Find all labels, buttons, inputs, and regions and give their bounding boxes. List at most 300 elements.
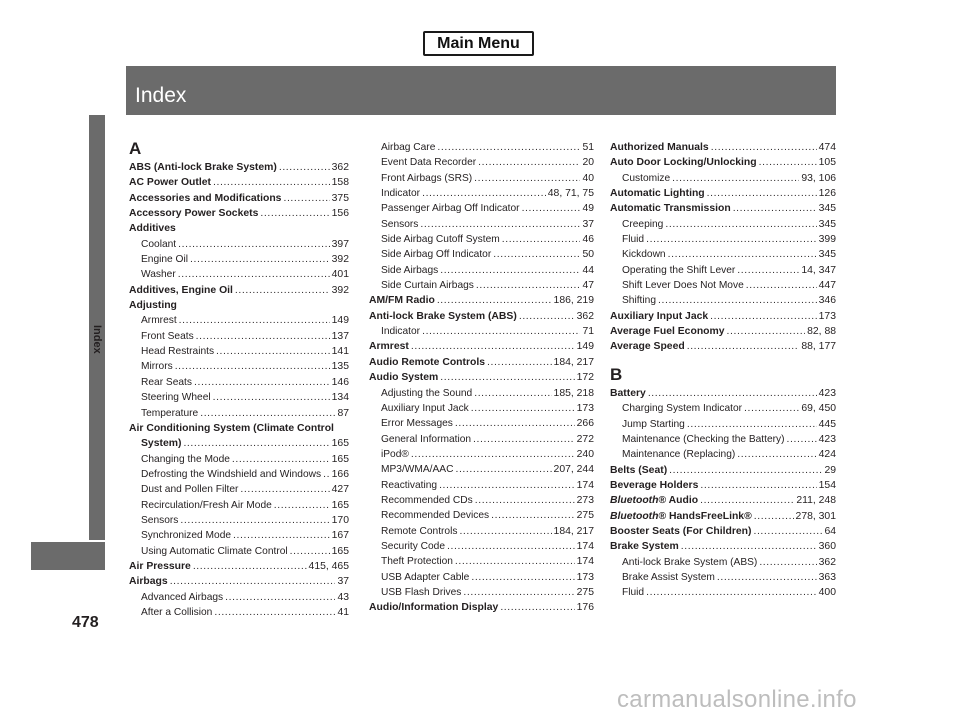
index-entry-term: Recirculation/Fresh Air Mode — [141, 499, 272, 511]
leader-dots — [733, 201, 817, 216]
page-title: Index — [135, 84, 187, 107]
index-entry[interactable] — [610, 140, 836, 155]
leader-dots — [646, 585, 817, 600]
index-entry-term: Defrosting the Windshield and Windows — [141, 468, 322, 480]
index-entry-page[interactable]: 427 — [331, 484, 349, 496]
index-entry-term: Armrest — [369, 341, 409, 353]
index-entry-term: System) — [141, 438, 182, 450]
index-entry-page[interactable]: 49 — [582, 203, 594, 215]
index-entry[interactable] — [129, 160, 349, 175]
leader-dots — [225, 590, 335, 605]
index-entry-page[interactable]: 345 — [818, 203, 836, 215]
index-entry-term: AC Power Outlet — [129, 177, 211, 189]
leader-dots — [746, 278, 817, 293]
index-entry-term: Additives, Engine Oil — [129, 284, 233, 296]
index-entry-page[interactable]: 400 — [818, 587, 836, 599]
index-entry-page[interactable]: 447 — [818, 280, 836, 292]
index-entry-page[interactable]: 362 — [331, 162, 349, 173]
index-entry[interactable] — [610, 201, 836, 216]
index-entry-term: General Information — [381, 433, 472, 445]
leader-dots — [440, 370, 574, 385]
index-entry[interactable] — [369, 247, 594, 262]
index-entry-page[interactable]: 362 — [818, 556, 836, 568]
leader-dots — [233, 528, 330, 543]
index-entry[interactable] — [129, 436, 349, 451]
leader-dots — [681, 539, 817, 554]
index-entry-page[interactable]: 173 — [576, 402, 594, 414]
index-entry[interactable] — [610, 217, 836, 232]
leader-dots — [439, 478, 575, 493]
leader-dots — [232, 452, 330, 467]
index-entry-page[interactable]: 149 — [331, 315, 349, 327]
index-entry[interactable] — [369, 155, 594, 170]
index-entry[interactable] — [129, 605, 349, 620]
index-entry[interactable] — [129, 559, 349, 574]
index-entry[interactable] — [610, 386, 836, 401]
leader-dots — [179, 313, 330, 328]
index-entry-page[interactable]: 156 — [331, 208, 349, 220]
index-entry-page[interactable]: 363 — [818, 571, 836, 583]
index-entry[interactable] — [369, 201, 594, 216]
index-entry[interactable] — [610, 155, 836, 170]
leader-dots — [274, 498, 330, 513]
index-entry[interactable] — [129, 206, 349, 221]
index-entry[interactable] — [610, 463, 836, 478]
index-entry[interactable] — [610, 247, 836, 262]
index-entry-page[interactable]: 48, 71, 75 — [547, 188, 594, 200]
leader-dots — [420, 217, 580, 232]
index-entry-term: Anti-lock Brake System (ABS) — [622, 556, 758, 568]
index-entry-page[interactable]: 375 — [331, 192, 349, 204]
index-entry[interactable] — [369, 554, 594, 569]
index-entry-page[interactable]: 211, 248 — [796, 495, 836, 507]
index-entry[interactable] — [610, 171, 836, 186]
index-entry-page[interactable]: 273 — [576, 494, 594, 506]
index-entry-page[interactable]: 392 — [331, 254, 349, 266]
index-entry-page[interactable]: 445 — [818, 418, 836, 430]
leader-dots — [687, 417, 817, 432]
index-entry[interactable] — [129, 467, 349, 482]
index-entry-page[interactable]: 415, 465 — [308, 560, 349, 572]
index-entry-page[interactable]: 82, 88 — [807, 326, 836, 338]
leader-dots — [178, 237, 330, 252]
index-entry[interactable] — [369, 447, 594, 462]
index-entry[interactable] — [610, 493, 836, 508]
leader-dots — [665, 217, 816, 232]
index-entry-term: Kickdown — [622, 249, 666, 261]
leader-dots — [200, 406, 335, 421]
index-entry-term: Changing the Mode — [141, 453, 230, 465]
index-entry-term: Side Curtain Airbags — [381, 280, 474, 292]
index-entry-page[interactable]: 40 — [582, 172, 594, 184]
index-entry-page[interactable]: 44 — [582, 264, 594, 276]
index-entry-page[interactable]: 184, 217 — [553, 525, 594, 537]
index-entry-page[interactable]: 14, 347 — [801, 264, 836, 276]
index-entry-term: Front Seats — [141, 330, 194, 342]
index-entry[interactable] — [369, 462, 594, 477]
index-entry[interactable] — [369, 278, 594, 293]
index-entry-term-italic: Bluetooth — [610, 495, 659, 507]
leader-dots — [717, 570, 817, 585]
index-entry-page[interactable]: 87 — [337, 407, 349, 419]
index-entry[interactable] — [610, 585, 836, 600]
index-entry-page[interactable]: 186, 219 — [553, 295, 594, 307]
index-entry[interactable] — [129, 406, 349, 421]
index-entry-page[interactable]: 207, 244 — [553, 464, 594, 476]
index-entry[interactable] — [369, 309, 594, 324]
index-entry-term: Battery — [610, 387, 646, 399]
index-entry-term: Creeping — [622, 218, 664, 230]
index-entry-term: Recommended Devices — [381, 510, 490, 522]
index-entry-term: Indicator — [381, 326, 421, 338]
index-entry[interactable] — [610, 432, 836, 447]
index-entry[interactable] — [369, 355, 594, 370]
index-entry[interactable] — [369, 386, 594, 401]
index-entry-page[interactable]: 392 — [331, 284, 349, 296]
index-entry-term: Front Airbags (SRS) — [381, 172, 473, 184]
index-entry-term: Automatic Transmission — [610, 203, 731, 215]
index-entry[interactable] — [610, 401, 836, 416]
index-entry-page[interactable]: 173 — [818, 310, 836, 322]
index-entry[interactable] — [369, 186, 594, 201]
index-entry[interactable] — [610, 339, 836, 354]
index-entry-page[interactable]: 172 — [576, 372, 594, 384]
index-entry[interactable] — [129, 498, 349, 513]
index-entry[interactable] — [610, 539, 836, 554]
index-entry-page[interactable]: 275 — [576, 510, 594, 522]
index-entry[interactable] — [369, 524, 594, 539]
index-entry-term: Side Airbag Off Indicator — [381, 249, 492, 261]
leader-dots — [193, 559, 307, 574]
index-entry[interactable] — [129, 375, 349, 390]
index-entry-term: Security Code — [381, 540, 445, 552]
index-entry-page[interactable]: 275 — [576, 586, 594, 598]
index-entry[interactable] — [369, 508, 594, 523]
index-entry-page[interactable]: 158 — [331, 177, 349, 189]
index-entry-term: Automatic Lighting — [610, 188, 705, 200]
leader-dots — [646, 232, 817, 247]
index-entry[interactable] — [129, 513, 349, 528]
index-entry[interactable] — [129, 528, 349, 543]
index-entry[interactable] — [369, 585, 594, 600]
index-entry-page[interactable]: 165 — [331, 545, 349, 557]
index-entry-page[interactable]: 272 — [576, 433, 594, 445]
index-entry[interactable] — [610, 293, 836, 308]
index-entry-term: Indicator — [381, 188, 421, 200]
index-entry-term: Average Speed — [610, 341, 685, 353]
index-column-3 — [610, 140, 836, 601]
index-entry-page[interactable]: 134 — [331, 392, 349, 404]
index-entry-term: Adjusting — [129, 300, 177, 312]
index-column-1 — [129, 137, 349, 620]
index-entry-term: Airbags — [129, 576, 168, 588]
index-entry[interactable] — [369, 293, 594, 308]
index-entry-page[interactable]: 185, 218 — [553, 387, 594, 399]
index-entry-page[interactable]: 50 — [582, 249, 594, 261]
index-entry-page[interactable]: 47 — [582, 280, 594, 292]
index-entry-page[interactable]: 345 — [818, 249, 836, 261]
leader-dots — [194, 375, 330, 390]
index-entry[interactable] — [129, 221, 349, 236]
index-entry-page[interactable]: 20 — [582, 157, 594, 169]
leader-dots — [455, 416, 575, 431]
index-entry-term: iPod® — [381, 448, 409, 460]
leader-dots — [170, 574, 336, 589]
index-entry-term: Steering Wheel — [141, 392, 211, 404]
index-entry-term: Audio System — [369, 372, 439, 384]
index-entry-page[interactable]: 174 — [576, 556, 594, 568]
index-entry-term: Sensors — [381, 218, 419, 230]
index-entry-term: Using Automatic Climate Control — [141, 545, 288, 557]
index-entry-term: Adjusting the Sound — [381, 387, 473, 399]
index-entry-term: Auxiliary Input Jack — [381, 402, 469, 414]
index-entry-term: Air Pressure — [129, 560, 191, 572]
index-entry[interactable] — [129, 590, 349, 605]
index-entry[interactable] — [369, 539, 594, 554]
index-entry-term: USB Adapter Cable — [381, 571, 470, 583]
leader-dots — [478, 155, 580, 170]
index-entry-page[interactable]: 184, 217 — [553, 356, 594, 368]
index-entry-page[interactable]: 37 — [337, 576, 349, 588]
index-entry[interactable] — [129, 359, 349, 374]
index-entry[interactable] — [369, 263, 594, 278]
index-entry-term: Beverage Holders — [610, 479, 699, 491]
index-letter-heading: B — [610, 364, 623, 384]
index-entry-page[interactable]: 345 — [818, 218, 836, 230]
leader-dots — [279, 160, 330, 175]
index-entry-page[interactable]: 41 — [337, 606, 349, 618]
index-entry-page[interactable]: 174 — [576, 540, 594, 552]
leader-dots — [183, 436, 329, 451]
index-entry-page[interactable]: 176 — [576, 602, 594, 614]
index-entry-term: Operating the Shift Lever — [622, 264, 736, 276]
index-entry-page[interactable]: 64 — [824, 525, 836, 537]
index-entry[interactable] — [610, 278, 836, 293]
index-entry-page[interactable]: 126 — [818, 188, 836, 200]
index-entry-term: Advanced Airbags — [141, 591, 224, 603]
index-entry-page[interactable]: 51 — [582, 142, 594, 153]
index-entry[interactable] — [610, 447, 836, 462]
index-entry[interactable] — [610, 509, 836, 524]
index-entry-term-suffix: ® HandsFreeLink® — [658, 510, 752, 522]
index-entry-term: Brake System — [610, 541, 679, 553]
index-entry[interactable] — [610, 186, 836, 201]
leader-dots — [235, 283, 330, 298]
index-entry[interactable] — [129, 344, 349, 359]
leader-dots — [668, 247, 817, 262]
index-entry-page[interactable]: 424 — [818, 449, 836, 461]
index-entry[interactable] — [369, 570, 594, 585]
index-entry-page[interactable]: 37 — [582, 218, 594, 230]
title-bar — [126, 66, 836, 115]
index-entry[interactable] — [369, 432, 594, 447]
index-entry-page[interactable]: 173 — [576, 571, 594, 583]
index-entry-page[interactable]: 141 — [331, 346, 349, 358]
index-entry-page[interactable]: 135 — [331, 361, 349, 373]
index-entry[interactable] — [369, 339, 594, 354]
index-entry-page[interactable]: 165 — [331, 453, 349, 465]
leader-dots — [216, 344, 330, 359]
index-entry-page[interactable]: 174 — [576, 479, 594, 491]
leader-dots — [422, 324, 580, 339]
index-entry-term: Recommended CDs — [381, 494, 473, 506]
leader-dots — [500, 600, 574, 615]
index-entry-page[interactable]: 166 — [331, 468, 349, 480]
index-entry-page[interactable]: 399 — [818, 234, 836, 246]
index-entry-page[interactable]: 88, 177 — [801, 341, 836, 353]
index-entry-page[interactable]: 71 — [582, 326, 594, 338]
leader-dots — [753, 524, 822, 539]
index-entry-term: Authorized Manuals — [610, 142, 709, 153]
index-entry-page[interactable]: 397 — [331, 238, 349, 250]
index-entry[interactable] — [369, 171, 594, 186]
leader-dots — [727, 324, 806, 339]
index-entry-page[interactable]: 474 — [818, 142, 836, 153]
index-entry-page[interactable]: 167 — [331, 530, 349, 542]
leader-dots — [754, 509, 794, 524]
index-entry[interactable] — [610, 478, 836, 493]
index-entry-term: Sensors — [141, 514, 179, 526]
index-entry-page[interactable]: 266 — [576, 418, 594, 430]
index-entry-term: Passenger Airbag Off Indicator — [381, 203, 520, 215]
index-entry-term — [610, 509, 752, 524]
leader-dots — [437, 293, 552, 308]
index-entry-page[interactable]: 423 — [818, 433, 836, 445]
index-entry[interactable] — [369, 370, 594, 385]
leader-dots — [707, 186, 817, 201]
index-entry-term: AM/FM Radio — [369, 295, 435, 307]
index-entry[interactable] — [369, 401, 594, 416]
index-entry-page[interactable]: 362 — [576, 310, 594, 322]
index-entry-term: Engine Oil — [141, 254, 189, 266]
index-entry-page[interactable]: 240 — [576, 448, 594, 460]
index-entry-term: Error Messages — [381, 418, 453, 430]
index-entry[interactable] — [369, 232, 594, 247]
index-entry[interactable] — [129, 313, 349, 328]
leader-dots — [471, 401, 575, 416]
leader-dots — [463, 585, 574, 600]
index-entry-page[interactable]: 170 — [331, 514, 349, 526]
index-entry[interactable] — [129, 298, 349, 313]
main-menu-button[interactable]: Main Menu — [423, 31, 534, 56]
leader-dots — [737, 263, 799, 278]
leader-dots — [447, 539, 575, 554]
index-entry-page[interactable]: 360 — [818, 541, 836, 553]
index-entry[interactable] — [129, 574, 349, 589]
index-entry-page[interactable]: 29 — [824, 464, 836, 476]
leader-dots — [213, 175, 330, 190]
index-entry-term: Additives — [129, 223, 176, 235]
index-entry-term: Theft Protection — [381, 556, 453, 568]
index-entry[interactable] — [129, 544, 349, 559]
index-entry[interactable] — [610, 555, 836, 570]
index-entry-page[interactable]: 43 — [337, 591, 349, 603]
index-entry-term: Audio/Information Display — [369, 602, 499, 614]
index-entry[interactable] — [129, 191, 349, 206]
index-entry[interactable] — [610, 417, 836, 432]
index-entry-page[interactable]: 401 — [331, 269, 349, 281]
leader-dots — [474, 386, 551, 401]
index-entry-term: ABS (Anti-lock Brake System) — [129, 162, 277, 173]
index-entry[interactable] — [129, 329, 349, 344]
index-entry[interactable] — [369, 140, 594, 155]
index-entry[interactable] — [369, 493, 594, 508]
leader-dots — [522, 201, 581, 216]
index-entry[interactable] — [129, 390, 349, 405]
index-entry-term: Washer — [141, 269, 176, 281]
index-entry[interactable] — [610, 524, 836, 539]
index-entry[interactable] — [129, 252, 349, 267]
index-entry-term: Brake Assist System — [622, 571, 715, 583]
index-entry-term: Maintenance (Replacing) — [622, 449, 736, 461]
index-entry-page[interactable]: 93, 106 — [801, 172, 836, 184]
index-entry-page[interactable]: 346 — [818, 295, 836, 307]
index-entry[interactable] — [129, 267, 349, 282]
leader-dots — [190, 252, 330, 267]
index-entry[interactable] — [129, 482, 349, 497]
index-entry-page[interactable]: 69, 450 — [801, 403, 836, 415]
index-entry-page[interactable]: 146 — [331, 376, 349, 388]
side-tab — [89, 115, 105, 540]
bottom-tab — [31, 542, 105, 570]
index-entry-page[interactable]: 423 — [818, 387, 836, 399]
index-entry-page[interactable]: 105 — [818, 157, 836, 169]
index-entry[interactable] — [610, 324, 836, 339]
index-entry[interactable] — [129, 283, 349, 298]
index-entry-page[interactable]: 165 — [331, 499, 349, 511]
index-entry-page[interactable]: 137 — [331, 330, 349, 342]
leader-dots — [493, 247, 580, 262]
leader-dots — [687, 339, 800, 354]
index-entry[interactable] — [610, 263, 836, 278]
index-entry-term: Mirrors — [141, 361, 173, 373]
index-entry[interactable] — [369, 217, 594, 232]
index-entry[interactable] — [129, 421, 349, 436]
leader-dots — [175, 359, 330, 374]
index-entry-page[interactable]: 149 — [576, 341, 594, 353]
leader-dots — [422, 186, 546, 201]
index-entry-term — [610, 493, 698, 508]
index-entry-term: Fluid — [622, 234, 645, 246]
leader-dots — [648, 386, 817, 401]
leader-dots — [672, 171, 799, 186]
index-entry-page[interactable]: 46 — [582, 234, 594, 246]
leader-dots — [474, 171, 580, 186]
index-entry[interactable] — [129, 452, 349, 467]
index-entry-term: Auxiliary Input Jack — [610, 310, 709, 322]
index-entry-term: Audio Remote Controls — [369, 356, 486, 368]
leader-dots — [471, 570, 574, 585]
index-entry-term: Booster Seats (For Children) — [610, 525, 752, 537]
index-entry-page[interactable]: 154 — [818, 479, 836, 491]
index-entry-page[interactable]: 165 — [331, 438, 349, 450]
index-entry-term: Shifting — [622, 295, 656, 307]
index-entry[interactable] — [129, 175, 349, 190]
index-entry[interactable] — [369, 416, 594, 431]
leader-dots — [787, 432, 817, 447]
index-entry[interactable] — [610, 570, 836, 585]
index-entry[interactable] — [610, 232, 836, 247]
leader-dots — [473, 432, 575, 447]
index-entry[interactable] — [369, 324, 594, 339]
index-entry-page[interactable]: 278, 301 — [795, 510, 836, 522]
index-entry[interactable] — [369, 600, 594, 615]
index-entry[interactable] — [129, 237, 349, 252]
leader-dots — [240, 482, 329, 497]
leader-dots — [476, 278, 581, 293]
index-entry[interactable] — [369, 478, 594, 493]
index-entry[interactable] — [610, 309, 836, 324]
